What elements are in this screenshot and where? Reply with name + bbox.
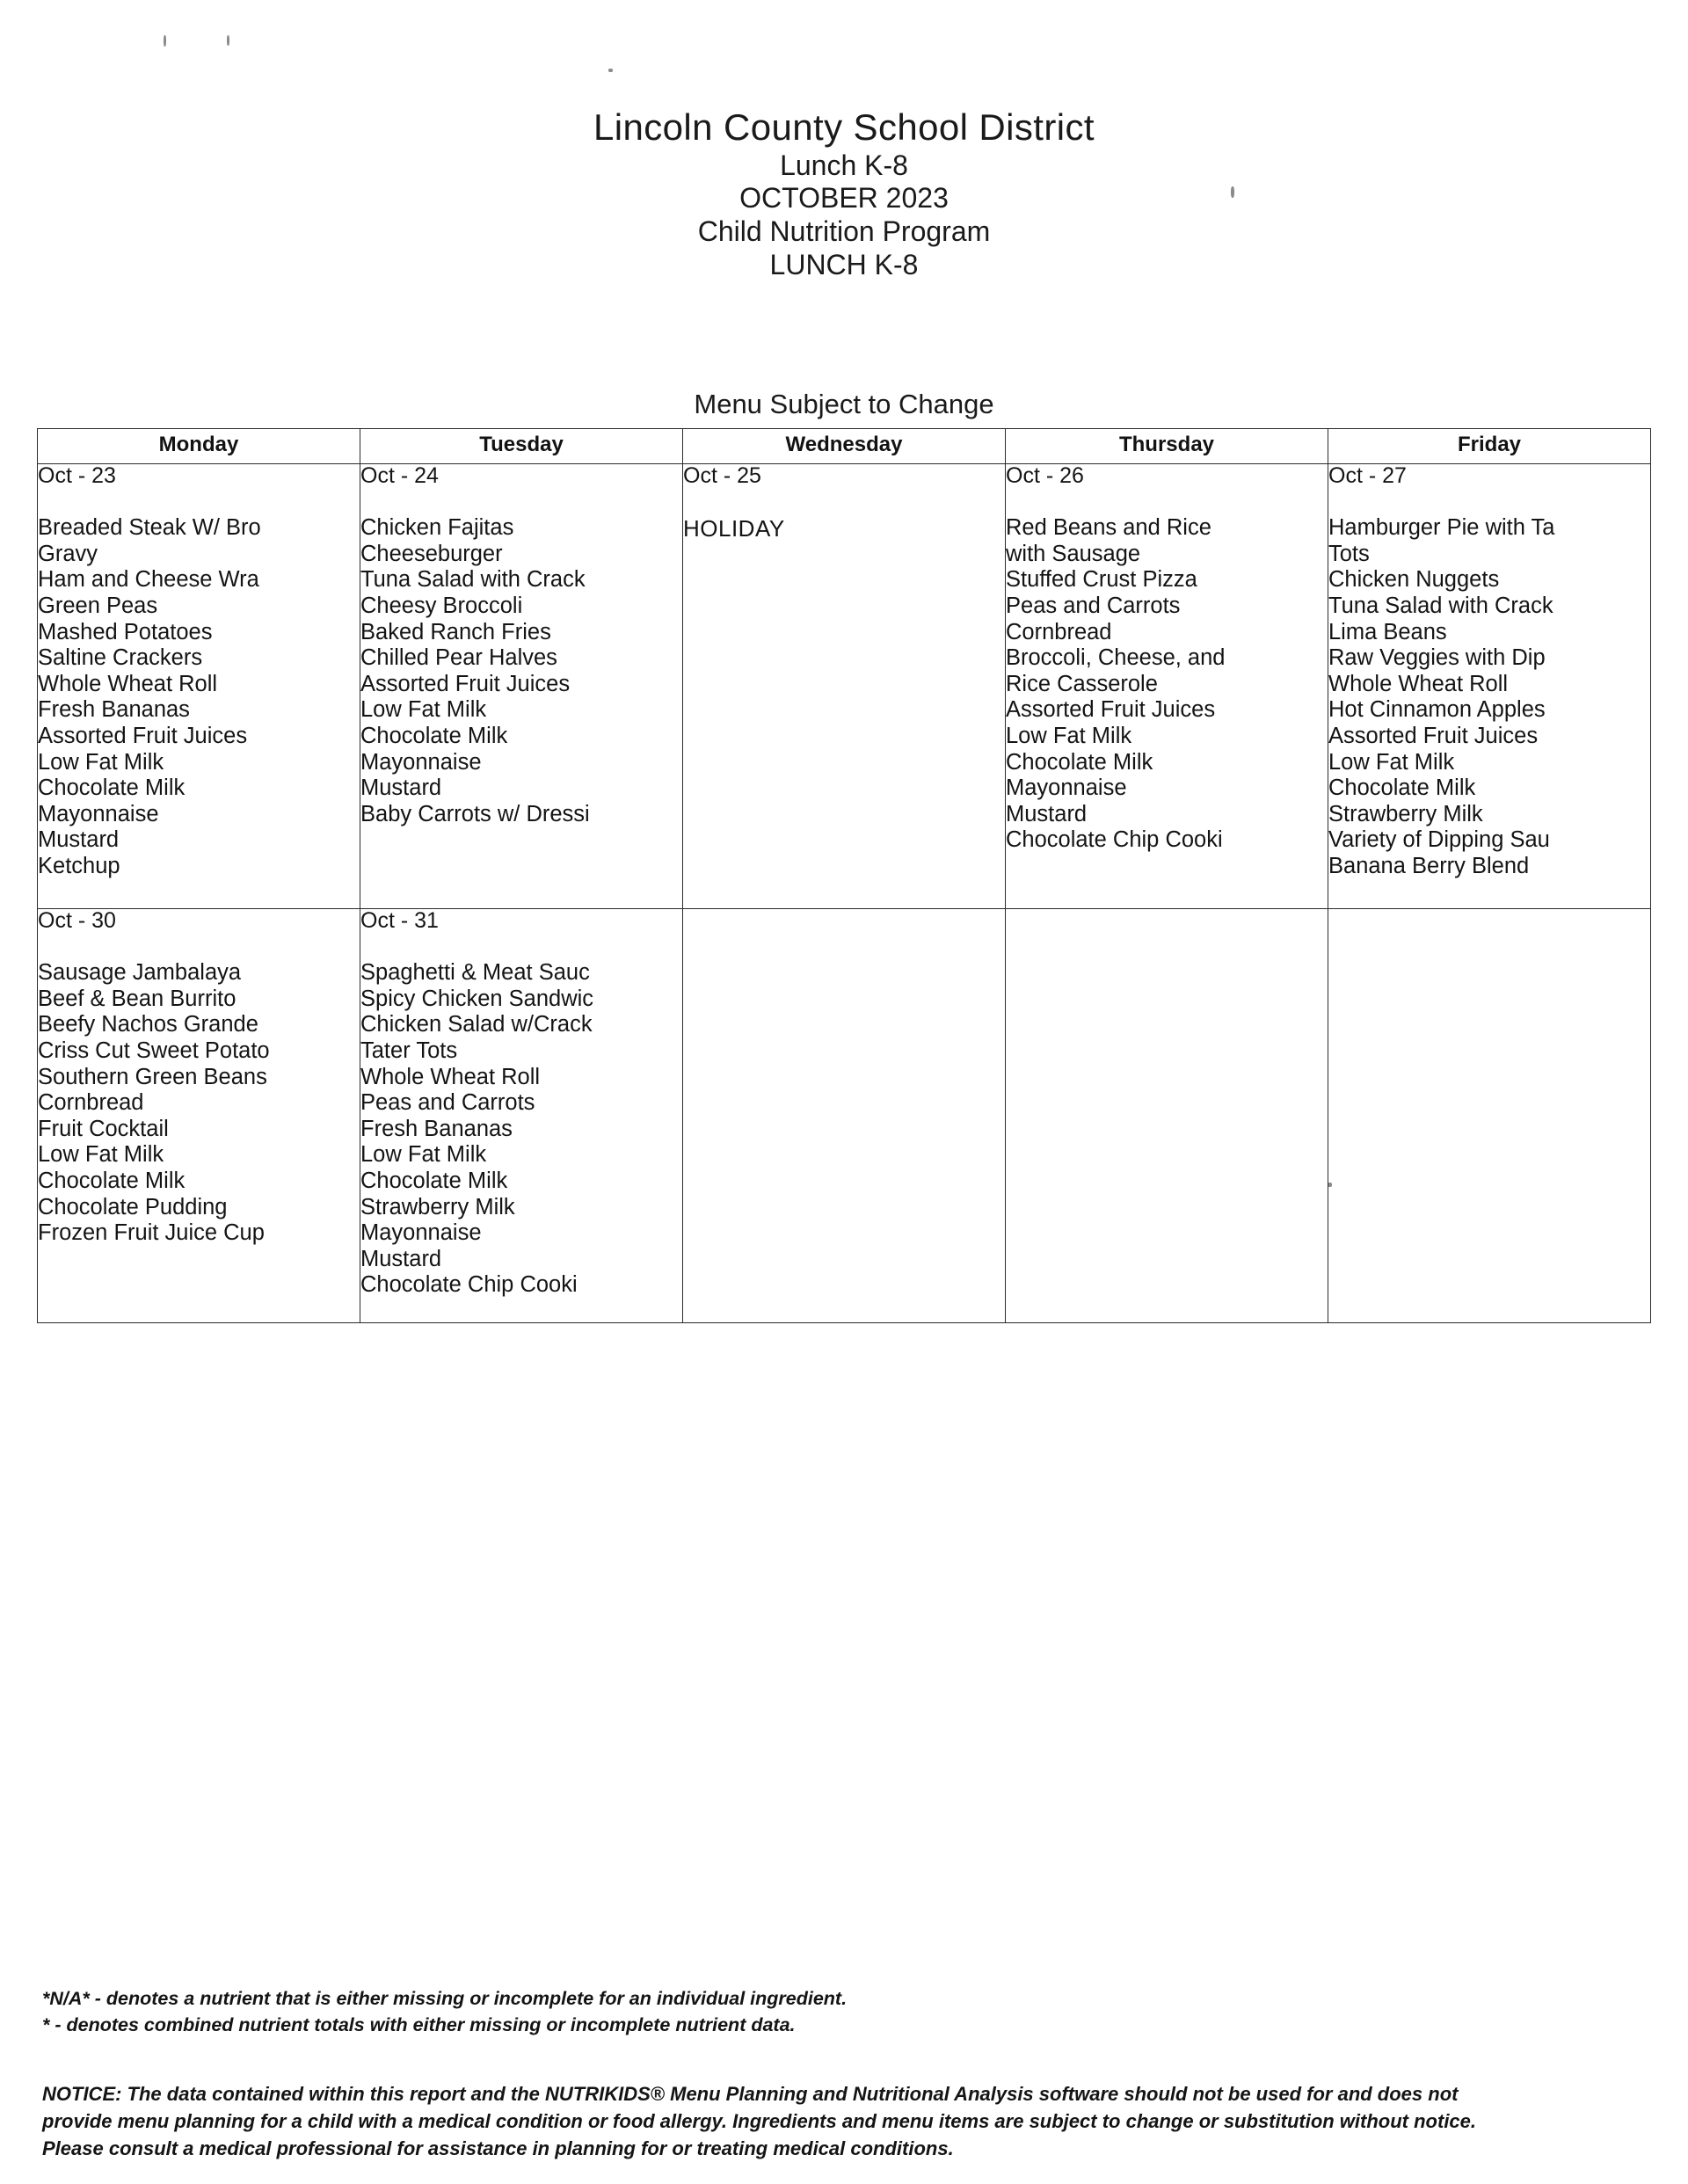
menu-cell-monday-week1: [38, 464, 360, 909]
menu-subject-to-change-note: Menu Subject to Change: [694, 389, 994, 419]
menu-item: Gravy: [38, 541, 98, 566]
menu-item-list: [360, 960, 682, 1299]
menu-item: Beefy Nachos Grande: [38, 1012, 258, 1037]
menu-item: Mustard: [360, 775, 442, 801]
menu-cell-thursday-week1: [1006, 464, 1328, 909]
cell-date-label: [683, 909, 1005, 932]
menu-item: Saltine Crackers: [38, 645, 203, 671]
menu-cell-friday-week2: [1328, 909, 1651, 1323]
menu-item: Chocolate Milk: [38, 775, 186, 801]
document-header: [0, 106, 1688, 282]
menu-item: Rice Casserole: [1006, 671, 1158, 696]
column-header-wednesday: Wednesday: [683, 429, 1006, 464]
menu-item: Low Fat Milk: [1006, 724, 1132, 748]
menu-item-list: [1006, 515, 1328, 854]
menu-item: Assorted Fruit Juices: [1328, 724, 1539, 748]
menu-item: Criss Cut Sweet Potato: [38, 1038, 270, 1064]
column-header-friday: Friday: [1328, 429, 1651, 464]
menu-item: Fresh Bananas: [38, 697, 190, 723]
table-header-row: [38, 429, 1651, 464]
column-header-thursday: Thursday: [1006, 429, 1328, 464]
menu-item: Tuna Salad with Crack: [1328, 593, 1553, 619]
menu-item: Assorted Fruit Juices: [1006, 697, 1216, 723]
menu-item: Cheeseburger: [360, 541, 503, 566]
menu-item: Mayonnaise: [360, 749, 482, 775]
menu-item: Mayonnaise: [38, 801, 159, 826]
menu-cell-monday-week2: [38, 909, 360, 1323]
cell-date-label: Oct - 23: [38, 463, 116, 488]
menu-item: Strawberry Milk: [360, 1194, 515, 1219]
menu-item: Chicken Salad w/Crack: [360, 1012, 593, 1037]
menu-item: Mayonnaise: [1006, 775, 1127, 801]
menu-item: Lima Beans: [1328, 619, 1447, 644]
cell-date-label: Oct - 31: [360, 908, 439, 933]
page-title: Lincoln County School District: [593, 106, 1095, 148]
cell-date-label: Oct - 30: [38, 908, 116, 933]
menu-item: Baked Ranch Fries: [360, 619, 551, 644]
menu-item: Chilled Pear Halves: [360, 645, 557, 671]
menu-item: Cornbread: [1006, 619, 1112, 644]
cell-date-label: [1328, 909, 1650, 932]
menu-item: Whole Wheat Roll: [360, 1064, 541, 1089]
menu-item: Chocolate Pudding: [38, 1194, 228, 1219]
menu-item: Spaghetti & Meat Sauc: [360, 960, 590, 986]
menu-item: Assorted Fruit Juices: [38, 724, 248, 748]
menu-item: Cornbread: [38, 1090, 144, 1116]
cell-date-label: Oct - 25: [683, 463, 761, 488]
menu-item: Chocolate Chip Cooki: [360, 1272, 578, 1298]
menu-item: Mayonnaise: [360, 1220, 482, 1246]
menu-item: Tuna Salad with Crack: [360, 567, 586, 593]
menu-item: Mustard: [360, 1246, 442, 1271]
menu-item: Strawberry Milk: [1328, 801, 1483, 826]
menu-item: Low Fat Milk: [360, 1142, 487, 1168]
menu-item: Green Peas: [38, 593, 158, 619]
menu-cell-wednesday-week2: [683, 909, 1006, 1323]
menu-item: Red Beans and Rice: [1006, 515, 1211, 541]
menu-item: Low Fat Milk: [360, 697, 487, 723]
cell-date-label: Oct - 26: [1006, 463, 1084, 488]
menu-item: Chocolate Milk: [1006, 749, 1153, 775]
cell-date-label: Oct - 24: [360, 463, 439, 488]
menu-item: Chocolate Milk: [1328, 775, 1476, 801]
menu-item: with Sausage: [1006, 541, 1141, 566]
menu-item-list: [360, 515, 682, 827]
note-na-definition: *N/A* - denotes a nutrient that is either missing or incomplete for an individual ingredient.: [42, 1988, 848, 2009]
table-row: [38, 909, 1651, 1323]
menu-item: Cheesy Broccoli: [360, 593, 523, 619]
table-body: [38, 464, 1651, 1323]
menu-item: Chicken Nuggets: [1328, 567, 1500, 593]
menu-item: Baby Carrots w/ Dressi: [360, 801, 590, 826]
menu-item: Whole Wheat Roll: [38, 671, 218, 696]
menu-item: Stuffed Crust Pizza: [1006, 567, 1197, 593]
menu-item: Tater Tots: [360, 1038, 458, 1064]
menu-item-list: [1328, 515, 1650, 879]
menu-item: Peas and Carrots: [1006, 593, 1181, 619]
menu-cell-tuesday-week1: [360, 464, 683, 909]
menu-item: Ketchup: [38, 853, 120, 878]
menu-item: Raw Veggies with Dip: [1328, 645, 1546, 671]
menu-item: Broccoli, Cheese, and: [1006, 645, 1226, 671]
menu-item-list: [38, 960, 360, 1247]
holiday-label: HOLIDAY: [683, 515, 785, 542]
menu-item: Chocolate Chip Cooki: [1006, 827, 1223, 853]
menu-item: Mustard: [38, 827, 120, 853]
menu-item: Breaded Steak W/ Bro: [38, 515, 261, 541]
menu-cell-friday-week1: [1328, 464, 1651, 909]
table-row: [38, 464, 1651, 909]
menu-item: Ham and Cheese Wra: [38, 567, 259, 593]
menu-item: Banana Berry Blend: [1328, 853, 1530, 878]
subtitle-program: Child Nutrition Program: [697, 215, 991, 248]
menu-item: Frozen Fruit Juice Cup: [38, 1220, 265, 1246]
menu-item: Chocolate Milk: [38, 1168, 186, 1193]
menu-table: [37, 428, 1651, 1323]
menu-item: Whole Wheat Roll: [1328, 671, 1509, 696]
menu-item: Chicken Fajitas: [360, 515, 514, 541]
notice-disclaimer: NOTICE: The data contained within this report and the NUTRIKIDS® Menu Planning and Nutritional Analysis software should not be used for and does not provide menu planning for a child with a medical condition or food allergy. Ingredients and menu items are subject to change or substitution without notice. Please consult a medical professional for assistance in planning for or treating medical conditions.: [42, 2083, 1477, 2159]
footer-notes: [42, 1985, 1537, 2162]
cell-date-label: Oct - 27: [1328, 463, 1407, 488]
menu-item: Assorted Fruit Juices: [360, 671, 571, 696]
scan-speck: [164, 35, 166, 47]
subtitle-lunch-grades: Lunch K-8: [780, 149, 908, 181]
menu-item: Chocolate Milk: [360, 1168, 508, 1193]
menu-item: Chocolate Milk: [360, 724, 508, 748]
menu-cell-tuesday-week2: [360, 909, 683, 1323]
column-header-monday: Monday: [38, 429, 360, 464]
menu-item: Low Fat Milk: [38, 1142, 164, 1168]
menu-item: Beef & Bean Burrito: [38, 986, 236, 1011]
menu-item: Low Fat Milk: [38, 749, 164, 775]
menu-item: Fresh Bananas: [360, 1116, 513, 1141]
menu-item: Southern Green Beans: [38, 1064, 267, 1089]
subtitle-lunch-caps: LUNCH K-8: [769, 248, 919, 280]
cell-date-label: [1006, 909, 1328, 932]
menu-item: Tots: [1328, 541, 1370, 566]
scan-speck: [227, 35, 229, 46]
menu-cell-thursday-week2: [1006, 909, 1328, 1323]
note-asterisk-definition: * - denotes combined nutrient totals with either missing or incomplete nutrient data.: [42, 2014, 796, 2035]
menu-item: Mashed Potatoes: [38, 619, 213, 644]
menu-item: Mustard: [1006, 801, 1088, 826]
menu-item: Spicy Chicken Sandwic: [360, 986, 594, 1011]
menu-item: Fruit Cocktail: [38, 1116, 169, 1141]
column-header-tuesday: Tuesday: [360, 429, 683, 464]
menu-item: Low Fat Milk: [1328, 749, 1455, 775]
menu-item: Hot Cinnamon Apples: [1328, 697, 1546, 723]
menu-cell-wednesday-week1: [683, 464, 1006, 909]
subtitle-month-year: OCTOBER 2023: [739, 182, 949, 215]
menu-item: Sausage Jambalaya: [38, 960, 242, 986]
menu-item-list: [38, 515, 360, 879]
menu-item: Hamburger Pie with Ta: [1328, 515, 1555, 541]
scan-speck: [608, 69, 613, 72]
menu-item: Variety of Dipping Sau: [1328, 827, 1550, 853]
menu-item: Peas and Carrots: [360, 1090, 535, 1116]
